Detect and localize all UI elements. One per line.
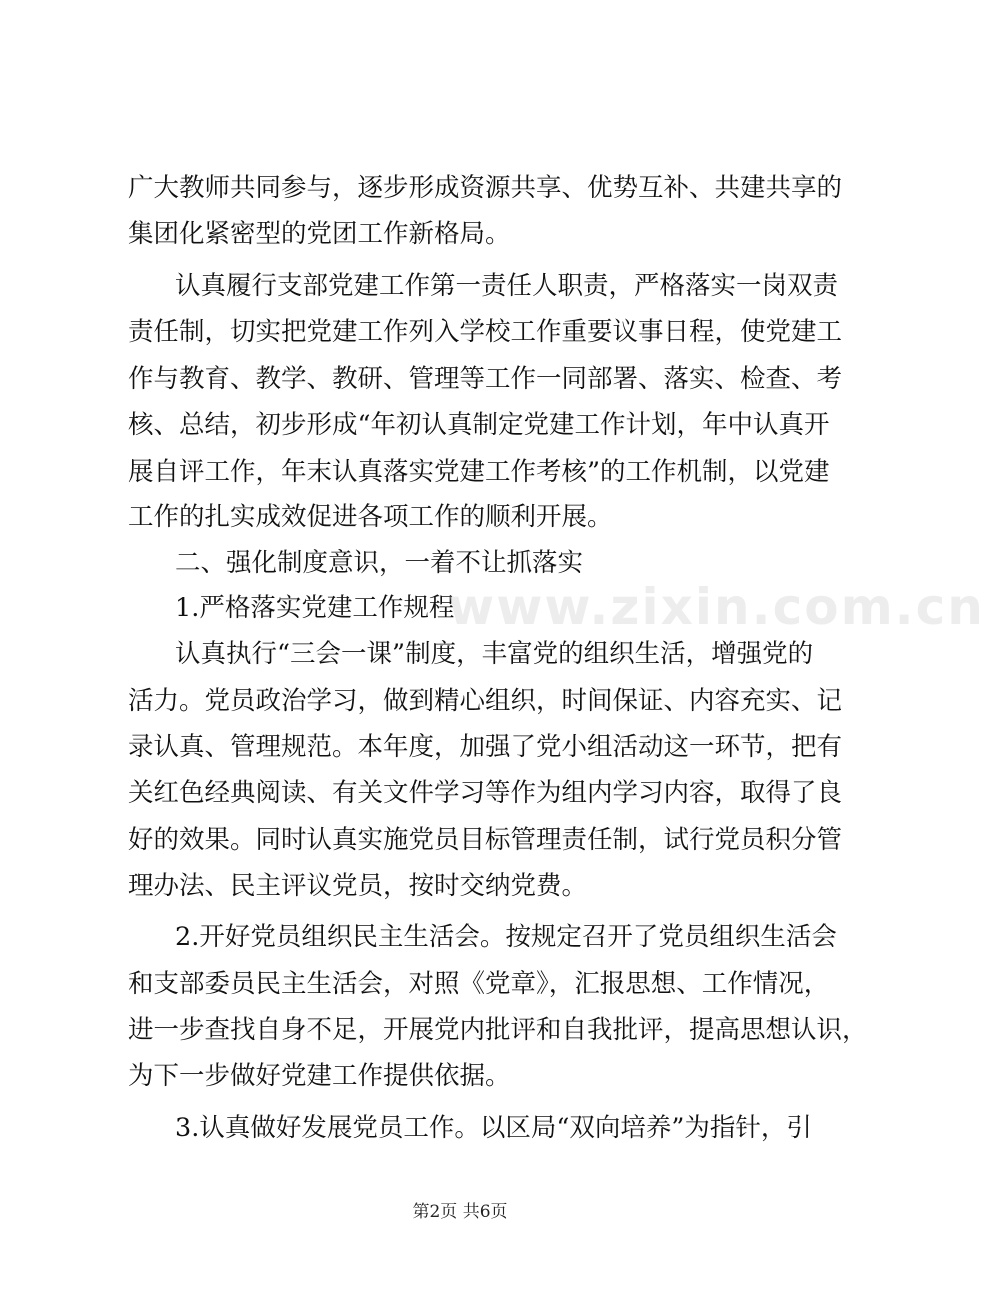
section-heading: 二、强化制度意识，一着不让抓落实	[175, 548, 584, 578]
body-line: 活力。党员政治学习，做到精心组织，时间保证、内容充实、记	[128, 686, 843, 716]
body-line: 2.开好党员组织民主生活会。按规定召开了党员组织生活会	[175, 922, 837, 952]
watermark: www.zixin.com.cn	[448, 578, 985, 636]
body-line: 录认真、管理规范。本年度，加强了党小组活动这一环节，把有	[128, 732, 843, 762]
body-line: 3.认真做好发展党员工作。以区局“双向培养”为指针，引	[175, 1113, 812, 1143]
body-line: 集团化紧密型的党团工作新格局。	[128, 219, 511, 249]
body-line: 核、总结，初步形成“年初认真制定党建工作计划，年中认真开	[128, 410, 830, 440]
body-line: 为下一步做好党建工作提供依据。	[128, 1061, 511, 1091]
body-line: 理办法、民主评议党员，按时交纳党费。	[128, 871, 588, 901]
body-line: 和支部委员民主生活会，对照《党章》，汇报思想、工作情况，	[128, 969, 830, 999]
body-line: 工作的扎实成效促进各项工作的顺利开展。	[128, 502, 613, 532]
body-line: 展自评工作，年末认真落实党建工作考核”的工作机制，以党建	[128, 457, 830, 487]
subsection-heading: 1.严格落实党建工作规程	[175, 593, 455, 623]
page-footer: 第2页 共6页	[412, 1202, 508, 1222]
body-line: 广大教师共同参与，逐步形成资源共享、优势互补、共建共享的	[128, 173, 843, 203]
body-line: 认真履行支部党建工作第一责任人职责，严格落实一岗双责	[175, 271, 839, 301]
body-line: 关红色经典阅读、有关文件学习等作为组内学习内容，取得了良	[128, 778, 843, 808]
body-line: 好的效果。同时认真实施党员目标管理责任制，试行党员积分管	[128, 825, 843, 855]
body-line: 作与教育、教学、教研、管理等工作一同部署、落实、检查、考	[128, 364, 843, 394]
body-line: 进一步查找自身不足，开展党内批评和自我批评，提高思想认识，	[128, 1015, 868, 1045]
body-line: 认真执行“三会一课”制度，丰富党的组织生活，增强党的	[175, 639, 814, 669]
body-line: 责任制，切实把党建工作列入学校工作重要议事日程，使党建工	[128, 317, 843, 347]
